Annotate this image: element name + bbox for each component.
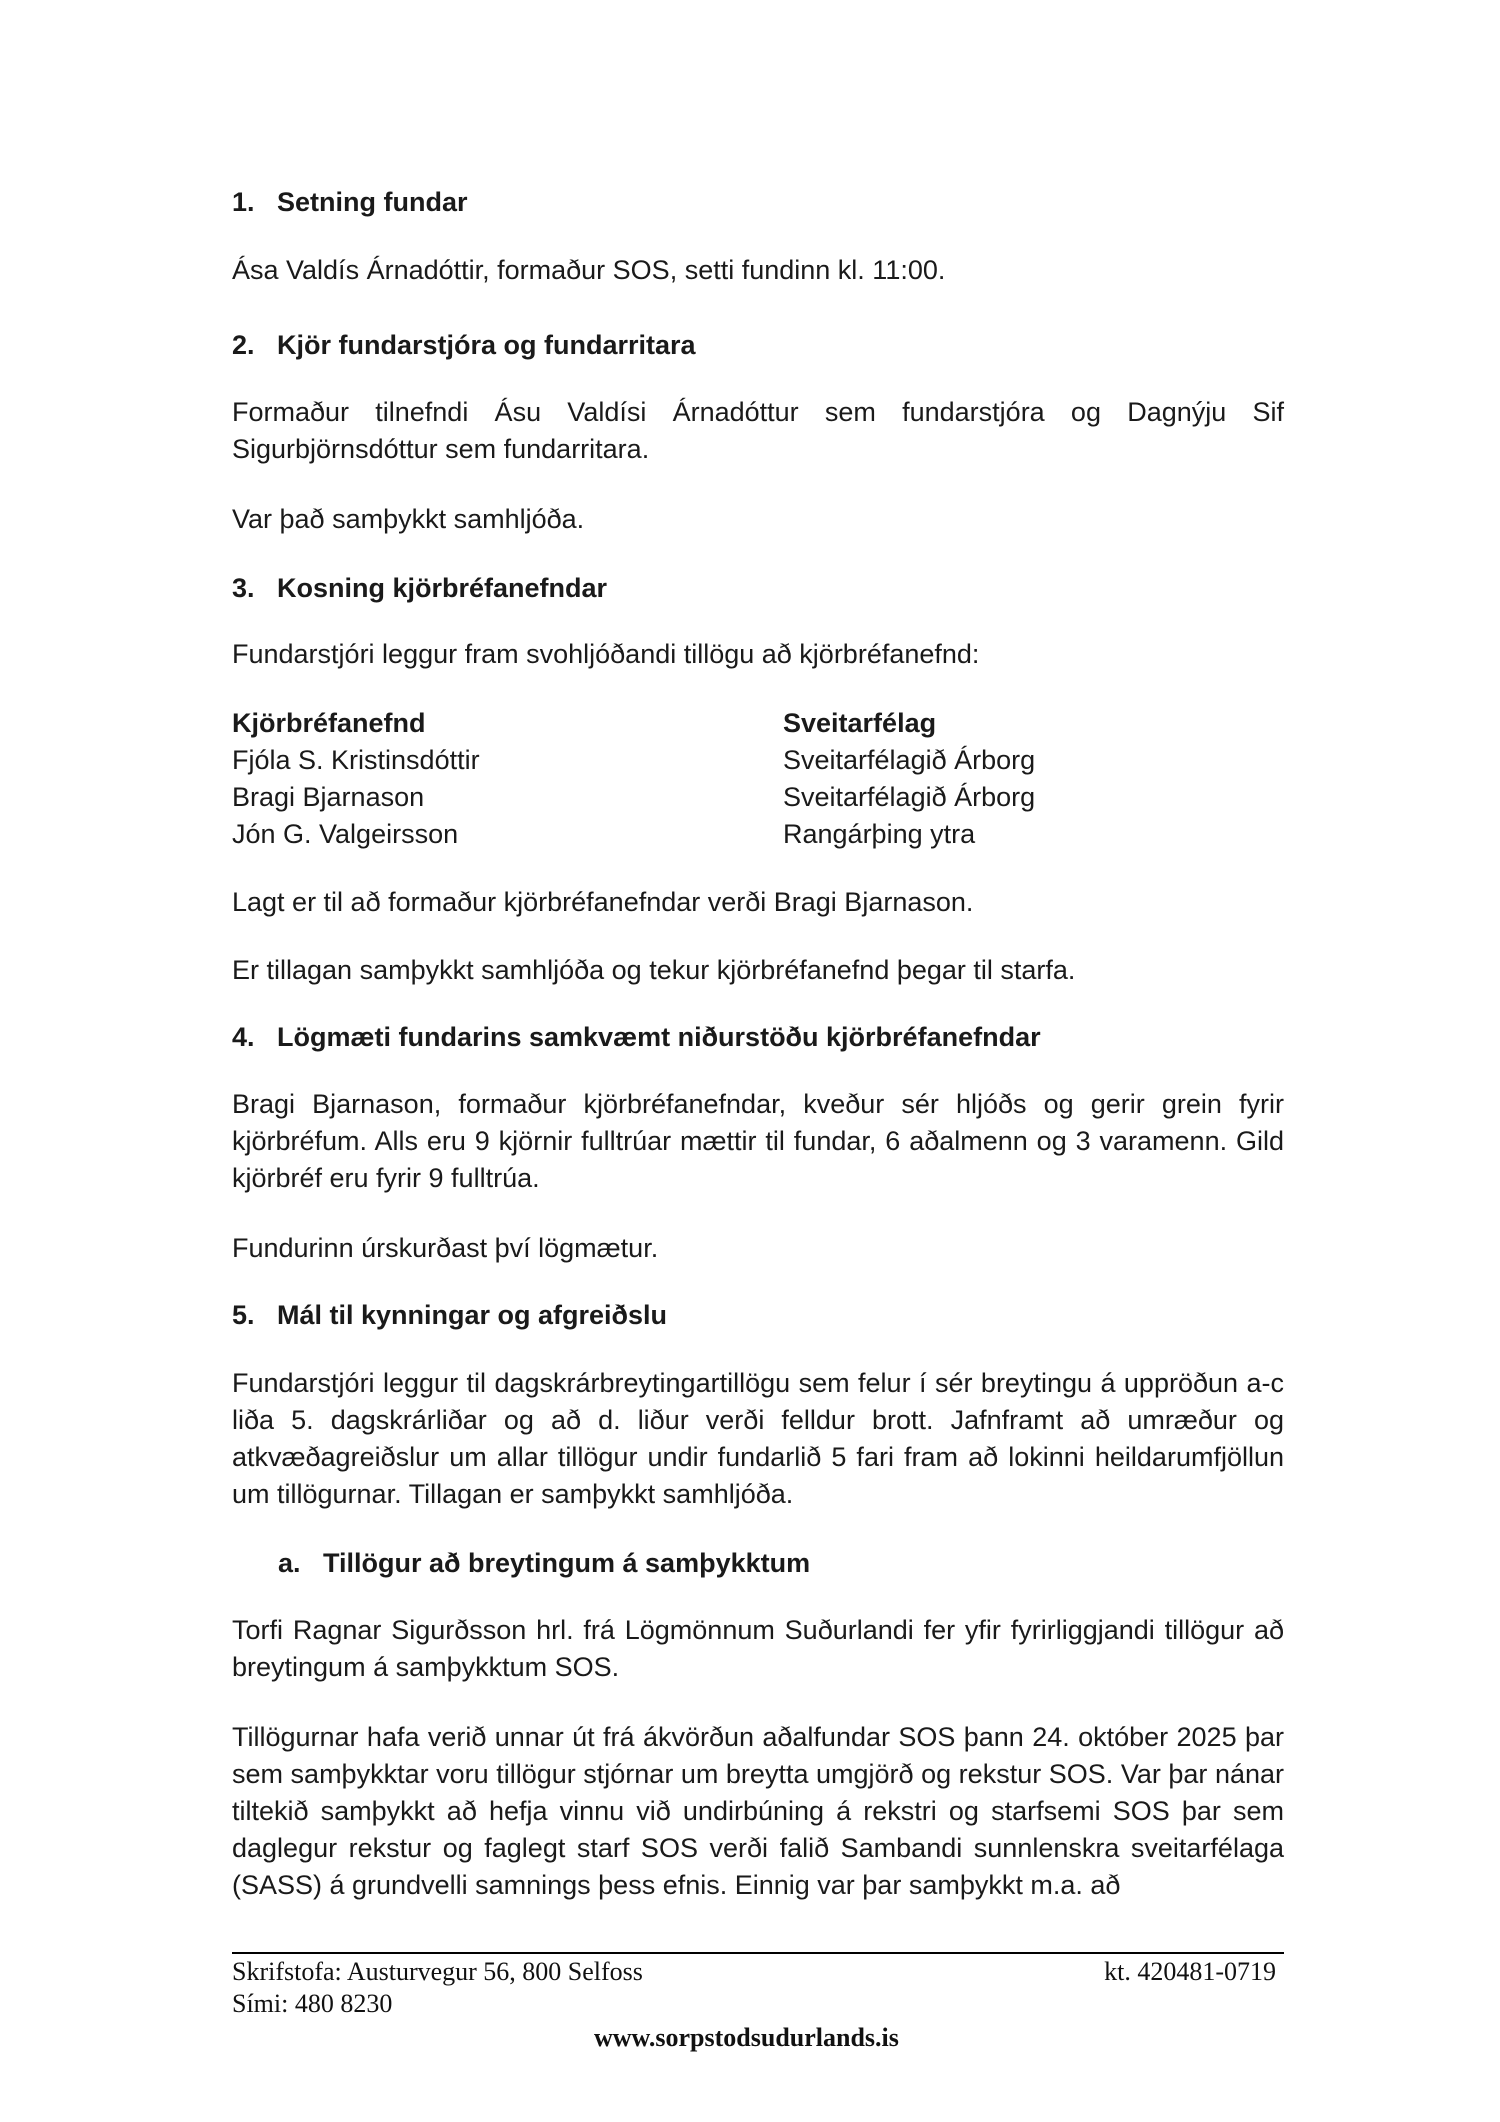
paragraph: Torfi Ragnar Sigurðsson hrl. frá Lögmönnum Suðurlandi fer yfir fyrirliggjandi tillögur að breytingum á samþykktum SOS.	[232, 1615, 1284, 1682]
subsection-heading-a	[278, 1545, 810, 1581]
section-heading-3	[232, 570, 607, 606]
subsection-letter: a.	[278, 1548, 301, 1578]
section-title: Lögmæti fundarins samkvæmt niðurstöðu kjörbréfanefndar	[277, 1022, 1041, 1052]
table-cell-name: Fjóla S. Kristinsdóttir	[232, 745, 480, 775]
section-title: Kjör fundarstjóra og fundarritara	[277, 330, 696, 360]
section-heading-4	[232, 1019, 1041, 1055]
paragraph: Fundurinn úrskurðast því lögmætur.	[232, 1233, 659, 1263]
footer-address: Skrifstofa: Austurvegur 56, 800 Selfoss	[232, 1957, 643, 1986]
footer-kennitala: kt. 420481-0719	[1104, 1957, 1276, 1986]
table-cell-municipality: Sveitarfélagið Árborg	[783, 782, 1036, 812]
section-heading-5	[232, 1297, 667, 1333]
paragraph: Var það samþykkt samhljóða.	[232, 504, 585, 534]
table-header-committee: Kjörbréfanefnd	[232, 708, 426, 738]
paragraph: Formaður tilnefndi Ásu Valdísi Árnadóttur sem fundarstjóra og Dagnýju Sif Sigurbjörnsdóttur sem fundarritara.	[232, 397, 1284, 464]
paragraph: Fundarstjóri leggur fram svohljóðandi tillögu að kjörbréfanefnd:	[232, 639, 980, 669]
subsection-title: Tillögur að breytingum á samþykktum	[323, 1548, 811, 1578]
table-cell-municipality: Sveitarfélagið Árborg	[783, 745, 1036, 775]
table-cell-name: Bragi Bjarnason	[232, 782, 425, 812]
section-number: 1.	[232, 187, 255, 217]
section-number: 5.	[232, 1300, 255, 1330]
section-title: Kosning kjörbréfanefndar	[277, 573, 608, 603]
document-page	[232, 0, 1284, 2122]
section-title: Setning fundar	[277, 187, 468, 217]
table-header-municipality: Sveitarfélag	[783, 708, 937, 738]
table-cell-name: Jón G. Valgeirsson	[232, 819, 459, 849]
section-heading-1	[232, 184, 468, 220]
section-heading-2	[232, 327, 696, 363]
table-cell-municipality: Rangárþing ytra	[783, 819, 976, 849]
footer-phone: Sími: 480 8230	[232, 1989, 393, 2018]
paragraph: Ása Valdís Árnadóttir, formaður SOS, setti fundinn kl. 11:00.	[232, 255, 946, 285]
section-number: 3.	[232, 573, 255, 603]
paragraph: Tillögurnar hafa verið unnar út frá ákvörðun aðalfundar SOS þann 24. október 2025 þar sem samþykktar voru tillögur stjórnar um breytta umgjörð og rekstur SOS. Var þar nánar tiltekið samþykkt að hefja vinnu við undirbúning á rekstri og starfsemi SOS þar sem daglegur rekstur og faglegt starf SOS verði falið Sambandi sunnlenskra sveitarfélaga (SASS) á grundvelli samnings þess efnis. Einnig var þar samþykkt m.a. að	[232, 1722, 1284, 1900]
section-title: Mál til kynningar og afgreiðslu	[277, 1300, 668, 1330]
paragraph: Fundarstjóri leggur til dagskrárbreytingartillögu sem felur í sér breytingu á uppröðun a-c liða 5. dagskrárliðar og að d. liður verði felldur brott. Jafnframt að umræður og atkvæðagreiðslur um allar tillögur undir fundarlið 5 fari fram að lokinni heildarumfjöllun um tillögurnar. Tillagan er samþykkt samhljóða.	[232, 1368, 1284, 1509]
paragraph: Er tillagan samþykkt samhljóða og tekur kjörbréfanefnd þegar til starfa.	[232, 955, 1076, 985]
section-number: 2.	[232, 330, 255, 360]
footer-divider	[232, 1952, 1284, 1954]
paragraph: Lagt er til að formaður kjörbréfanefndar verði Bragi Bjarnason.	[232, 887, 974, 917]
paragraph: Bragi Bjarnason, formaður kjörbréfanefndar, kveður sér hljóðs og gerir grein fyrir kjörbréfum. Alls eru 9 kjörnir fulltrúar mættir til fundar, 6 aðalmenn og 3 varamenn. Gild kjörbréf eru fyrir 9 fulltrúa.	[232, 1089, 1284, 1193]
section-number: 4.	[232, 1022, 255, 1052]
footer-website-link[interactable]: www.sorpstodsudurlands.is	[594, 2023, 899, 2052]
